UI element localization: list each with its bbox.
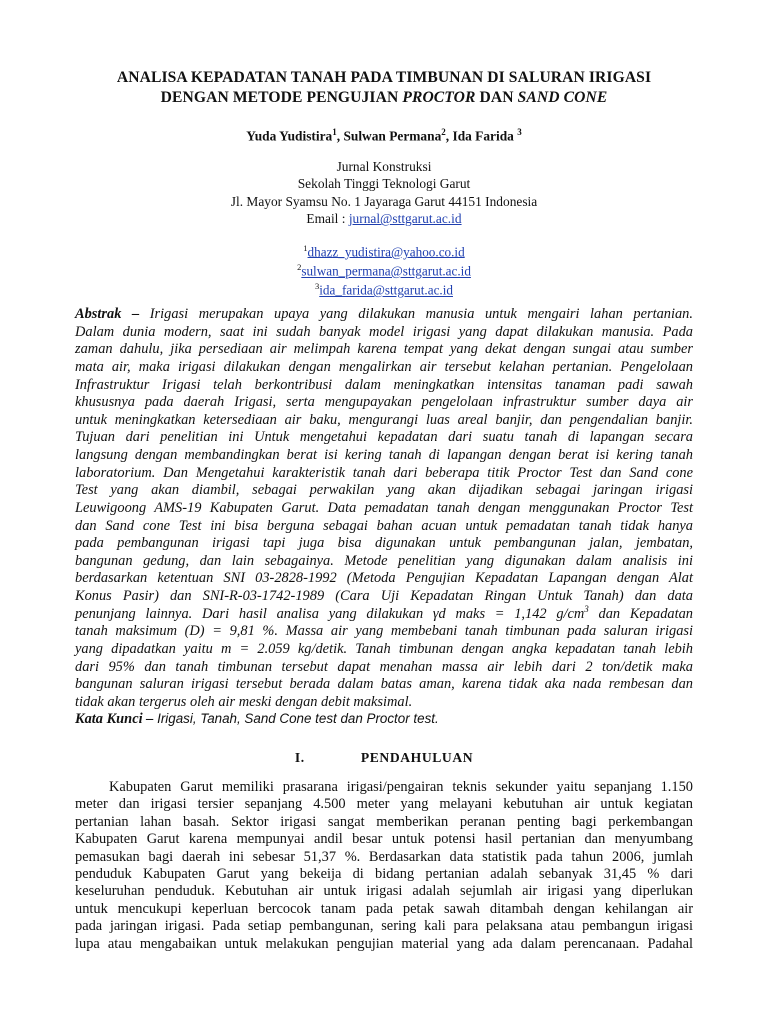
abstract-line: pada pembangunan irigasi tapi juga bisa digunakan untuk pembangunan jalan, jembatan, xyxy=(75,535,693,552)
abstract-line: langsung dengan membandingkan berat isi kering tanah di lapangan dengan berat isi kering tanah xyxy=(75,447,693,463)
abstract-line: mata air, maka irigasi dilakukan dengan mengalirkan air tersebut kelahan pertanian. Pengelolaan xyxy=(75,358,693,375)
abstract-line: laboratorium. Dan Mengetahui karakteristik tanah dari beberapa titik Proctor Test dan Sand cone xyxy=(75,464,693,481)
abstract-line: untuk meningkatkan ketersediaan air baku, mengurangi luas areal banjir, dan pengendalian banjir. xyxy=(75,411,693,428)
author-email-line: $^2$sulwan_permana@sttgarut.ac.id xyxy=(297,262,471,279)
institution-address: Jl. Mayor Syamsu No. 1 Jayaraga Garut 44151 Indonesia xyxy=(230,193,538,209)
abstract-line: dari 95% dan tanah timbunan tersebut dapat menahan massa air lebih dari 2 ton/detik maka xyxy=(75,658,693,675)
abstract-line: penunjang lainnya. Dari hasil analisa yang dilakukan γd maks = 1,142 $g/cm^3$ dan Kepadatan xyxy=(75,603,693,622)
body-line: untuk mencukupi keperluan bercocok tanam pada petak sawah ditambah dengan kehilangan air xyxy=(75,900,693,917)
author-email-link[interactable]: ida_farida@sttgarut.ac.id xyxy=(319,282,453,298)
body-line: lupa atau mengabaikan untuk melakukan pengujian material yang ada dalam perencanaan. Padahal xyxy=(75,935,693,952)
abstract-line: yang dipadatkan yaitu m = 2.059 kg/detik. Tanah timbunan dengan angka kepadatan tanah lebih xyxy=(75,640,693,657)
body-line: pertanian lahan basah. Sektor irigasi sangat memberikan peranan penting bagi perkembangan xyxy=(75,813,693,830)
body-text xyxy=(75,779,693,953)
author-name: Yuda Yudistira xyxy=(246,128,333,144)
body-line: pada jaringan irigasi. Pada setiap pembangunan, sering kali para pelaksana atau pembangun irigasi xyxy=(75,918,693,935)
author-sup: 3 xyxy=(517,127,522,137)
abstract-line: Leuwigoong AMS-19 Kabupaten Garut. Data pemadatan tanah dengan menggunakan Proctor Test xyxy=(75,499,693,516)
abstract-line: khususnya pada daerah Irigasi, serta mengupayakan pengelolaan infrastruktur sumber daya air xyxy=(75,394,693,411)
author-sup: 1 xyxy=(332,127,337,137)
section-title: PENDAHULUAN xyxy=(360,750,474,765)
title-line-2: DENGAN METODE PENGUJIAN PROCTOR DAN SAND CONE xyxy=(160,89,608,106)
body-line: penduduk Kabupaten Garut yang bekeija di bidang pertanian adalah sebanyak 31,45 % dari xyxy=(75,866,693,883)
author-email-link[interactable]: sulwan_permana@sttgarut.ac.id xyxy=(301,263,471,279)
body-line: Kabupaten Garut karena mempunyai andil besar untuk potensi hasil pertanian dan menyumbang xyxy=(75,831,693,848)
keywords-label: Kata Kunci – xyxy=(75,711,154,727)
abstract-line: Infrastruktur Irigasi telah berkontribusi dalam meningkatkan intensitas tanaman padi sawah xyxy=(75,376,693,393)
affiliation xyxy=(60,158,708,228)
abstract-line: tidak akan tergerus oleh air meski dengan debit maksimal. xyxy=(75,693,413,710)
abstract-line: Tujuan dari penelitian ini Untuk mengetahui kepadatan dari suatu tanah di lapangan secara xyxy=(75,429,693,446)
author-list: Yuda Yudistira$^1$, Sulwan Permana$^2$, Ida Farida $^3$ xyxy=(246,127,522,144)
keywords-text: Irigasi, Tanah, Sand Cone test dan Proctor test. xyxy=(153,711,439,726)
title-proctor: PROCTOR xyxy=(402,89,476,106)
author-name: Sulwan Permana xyxy=(343,128,442,144)
abstract-line: Konus Pasir) dan SNI-R-03-1742-1989 (Cara Uji Kepadatan Ringan Untuk Tanah) dan data xyxy=(75,588,693,604)
institution-name: Sekolah Tinggi Teknologi Garut xyxy=(297,176,471,192)
abstract-line: berdasarkan ketentuan SNI 03-2828-1992 (Metoda Pengujian Kepadatan Lapangan dengan Alat xyxy=(75,570,693,587)
abstract-line: bangunan gedung, dan lain sebagainya. Metode penelitian yang digunakan dalam analisis ini xyxy=(75,552,693,569)
abstract-line: tanah maksimum (D) = 9,81 %. Massa air yang membebani tanah timbunan pada saluran irigasi xyxy=(75,623,693,640)
journal-name: Jurnal Konstruksi xyxy=(336,159,432,174)
abstract-line: dan Sand cone Test ini bisa berguna sebagai bahan acuan untuk pemadatan tanah tidak hanya xyxy=(75,517,693,534)
body-line: Kabupaten Garut memiliki prasarana irigasi/pengairan teknis sekunder yaitu sepanjang 1.150 xyxy=(109,779,693,795)
title-line-1: ANALISA KEPADATAN TANAH PADA TIMBUNAN DI SALURAN IRIGASI xyxy=(116,69,652,86)
author-name: Ida Farida xyxy=(452,128,518,144)
abstract-line: bangunan saluran irigasi tersebut berada dalam batas aman, karena tidak aka nada rembesan dan xyxy=(75,676,693,693)
author-email-link[interactable]: dhazz_yudistira@yahoo.co.id xyxy=(307,244,465,260)
body-line: pemasukan bagi daerah ini sebesar 51,37 %. Berdasarkan data statistik pada tahun 2006, jumlah xyxy=(75,848,693,865)
abstract-line: Dalam dunia modern, saat ini sudah banyak model irigasi yang dapat dilakukan manusia. Pada xyxy=(75,323,693,340)
journal-email-line: Email : jurnal@sttgarut.ac.id xyxy=(306,211,462,227)
title-sand-cone: SAND CONE xyxy=(517,89,608,106)
author-email-line: $^3$ida_farida@sttgarut.ac.id xyxy=(315,281,453,298)
paper-title xyxy=(60,68,708,108)
abstract-label: Abstrak – xyxy=(75,306,140,322)
section-heading xyxy=(75,749,693,767)
author-email-line: $^1$dhazz_yudistira@yahoo.co.id xyxy=(303,243,465,260)
abstract-line: zaman dahulu, jika persediaan air melimpah karena tempat yang dekat dengan sungai atau sumber xyxy=(75,341,693,358)
abstract-line: Abstrak – Irigasi merupakan upaya yang dilakukan manusia untuk mengairi lahan pertanian. xyxy=(75,306,693,322)
keywords xyxy=(75,710,693,729)
abstract-line: Test yang akan diambil, sebagai perwakilan yang akan dijadikan sebagai jaringan irigasi xyxy=(75,482,693,499)
body-line: keseluruhan penduduk. Kebutuhan air untuk irigasi adalah sejumlah air irigasi yang diperlukan xyxy=(75,883,693,900)
abstract xyxy=(75,306,693,711)
journal-email-link[interactable]: jurnal@sttgarut.ac.id xyxy=(348,211,462,227)
section-number: I. xyxy=(294,750,305,765)
author-emails xyxy=(60,241,708,299)
body-line: meter dan irigasi tersier sepanjang 4.500 meter yang melayani kebutuhan air untuk kegiatan xyxy=(75,796,693,813)
author-sup: 2 xyxy=(441,127,446,137)
